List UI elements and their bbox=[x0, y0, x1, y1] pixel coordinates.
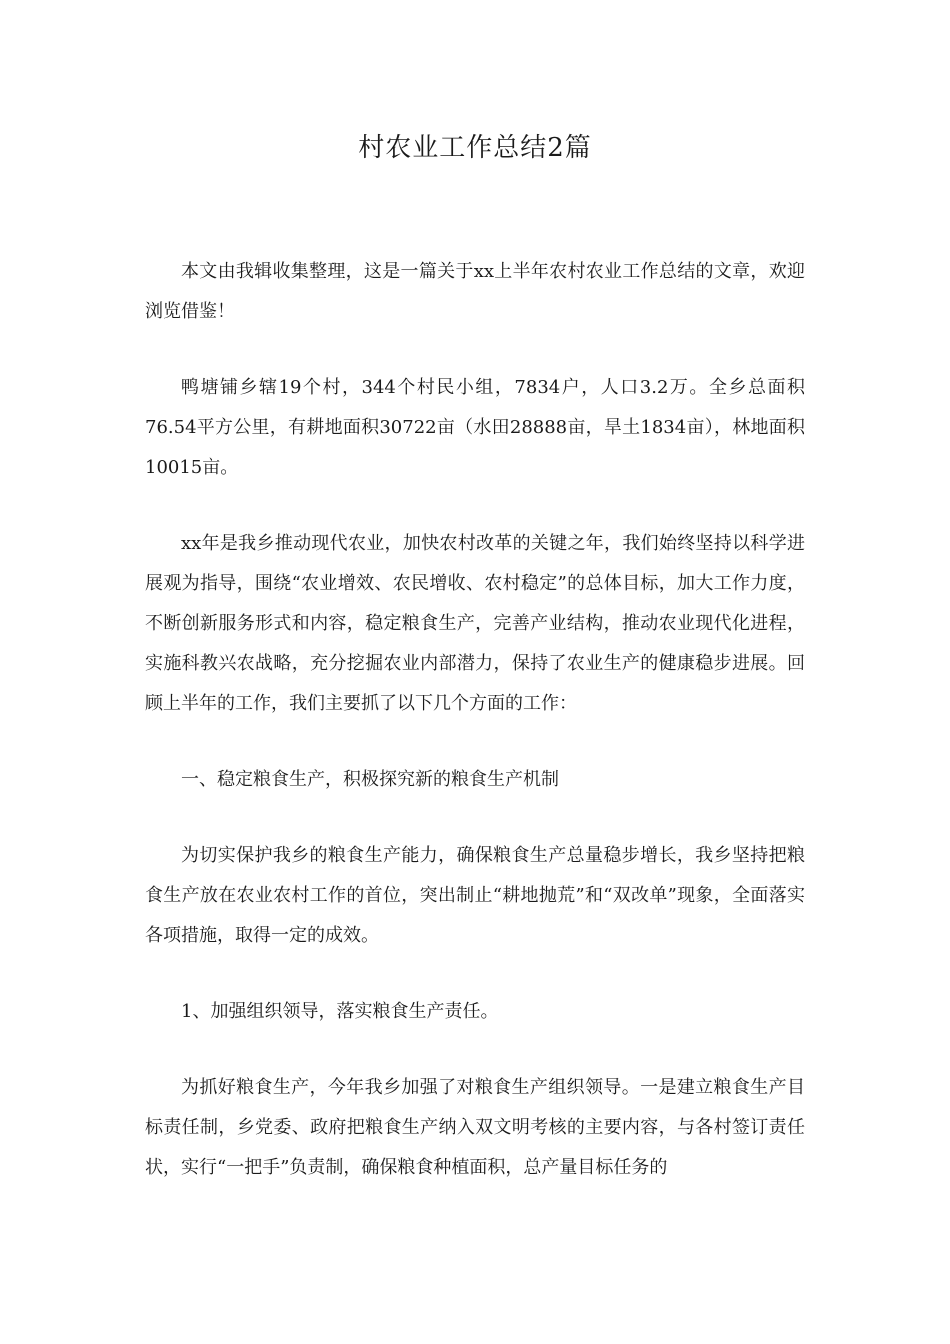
subsection-heading-1: 1、加强组织领导，落实粮食生产责任。 bbox=[181, 1001, 499, 1022]
paragraph-summary: xx年是我乡推动现代农业，加快农村改革的关键之年，我们始终坚持以科学进展观为指导，围绕“农业增效、农民增收、农村稳定”的总体目标，加大工作力度，不断创新服务形式和内容，稳定粮食生产，完善产业结构，推动农业现代化进程，实施科教兴农战略，充分挖掘农业内部潜力，保持了农业生产的健康稳步进展。回顾上半年的工作，我们主要抓了以下几个方面的工作： bbox=[145, 533, 805, 714]
document-body bbox=[145, 252, 805, 1224]
paragraph-subsection-1: 为抓好粮食生产，今年我乡加强了对粮食生产组织领导。一是建立粮食生产目标责任制，乡党委、政府把粮食生产纳入双文明考核的主要内容，与各村签订责任状，实行“一把手”负责制，确保粮食种植面积，总产量目标任务的 bbox=[145, 1077, 805, 1178]
paragraph-overview: 鸭塘铺乡辖19个村，344个村民小组，7834户，人口3.2万。全乡总面积76.54平方公里，有耕地面积30722亩（水田28888亩，旱土1834亩），林地面积10015亩。 bbox=[145, 377, 805, 478]
paragraph-intro: 本文由我辑收集整理，这是一篇关于xx上半年农村农业工作总结的文章，欢迎浏览借鉴！ bbox=[145, 261, 805, 322]
document-title: 村农业工作总结2篇 bbox=[358, 133, 592, 163]
paragraph-section-1: 为切实保护我乡的粮食生产能力，确保粮食生产总量稳步增长，我乡坚持把粮食生产放在农业农村工作的首位，突出制止“耕地抛荒”和“双改单”现象，全面落实各项措施，取得一定的成效。 bbox=[145, 845, 805, 946]
section-heading-1: 一、稳定粮食生产，积极探究新的粮食生产机制 bbox=[181, 769, 559, 790]
